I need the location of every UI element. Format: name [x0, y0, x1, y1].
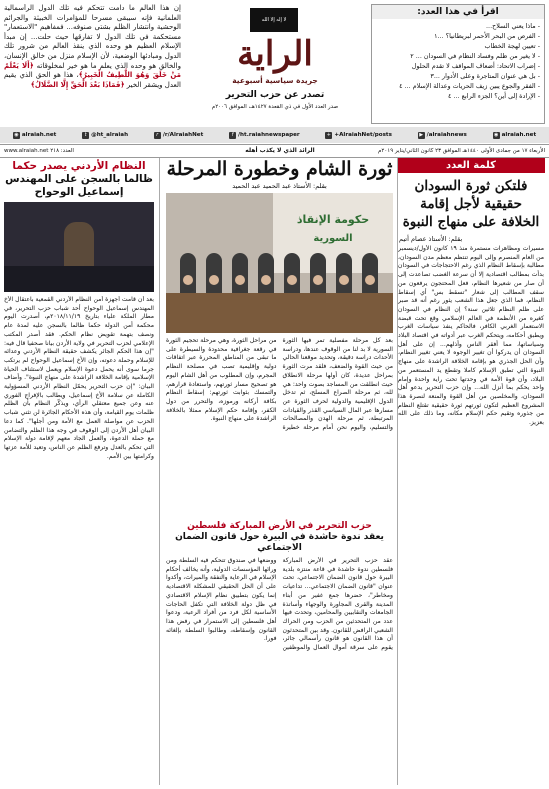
column-divider	[159, 158, 160, 785]
social-link[interactable]: ◉ alraiah.net	[14, 131, 57, 138]
social-link[interactable]: f /ht.raiahnewspaper	[229, 132, 300, 139]
banner-text: السورية	[313, 233, 353, 244]
person-head	[287, 275, 297, 285]
audience	[4, 266, 154, 292]
social-links-bar	[0, 127, 549, 143]
quran-verse: ﴿فَمَاذَا بَعْدَ الْحَقِّ إِلَّا الضَّلَالُ﴾	[30, 80, 125, 89]
side-article-body: بعد أن قامت أجهزة أمن النظام الأردني القمعية باعتقال الأخ المهندس إسماعيل الوحواح أحد شباب حزب التحرير، في مطار الملكة علياء بتاريخ ٢٠١٨/١١/١٩م، أصدرت اليوم محكمة أمن الدولة حكما ظالما بالسجن عليه لمدة عام ونصف بتهمة تقويض نظام الحكم. فقد أصدر المكتب الإعلامي لحزب التحرير في ولاية الأردن بيانا صحفيا قال فيه: "إن هذا الحكم الجائر يكشف حقيقة النظام الأردني وعدائه للإسلام وحملة دعوته، وإن الأخ إسماعيل الوحواح لم يرتكب جرما سوى أنه يحمل دعوة الإسلام ويعمل لاستئناف الحياة الإسلامية بإقامة الخلافة الراشدة على منهاج النبوة". وأضاف البيان: "إن حزب التحرير يحمّل النظام الأردني المسؤولية الكاملة عن سلامة الأخ إسماعيل، ويطالب بالإفراج الفوري عنه وعن جميع معتقلي الرأي، ويذكّر النظام بأن الظلم ظلمات يوم القيامة، وأن هذه الأحكام الجائرة لن تثني شباب الحزب عن مواصلة العمل مع الأمة ومن أجلها". كما دعا البيان أهل الأردن إلى الوقوف في وجه هذا الظلم والتضامن مع حملة الدعوة، والعمل الجاد معهم لإقامة دولة الإسلام التي تحكم بالعدل وترفع الظلم عن الناس، وتعيد للأمة عزتها وكرامتها بين الأمم.	[4, 296, 154, 460]
person-figure	[180, 253, 196, 293]
article-author: بقلم: الأستاذ عصام أتيم	[399, 235, 463, 243]
table-of-contents	[371, 4, 545, 124]
person-head	[183, 275, 193, 285]
sub-article-subtitle[interactable]: يعقد ندوة حاشدة في البيرة حول قانون الضمان الاجتماعي	[175, 532, 384, 553]
person-head	[235, 275, 245, 285]
plus-icon: +	[326, 131, 331, 138]
facebook-icon: f	[229, 132, 236, 139]
person-figure	[310, 253, 326, 293]
list-item[interactable]: - لا يغير من ظلم وفساد النظام في السودان ... ٢	[376, 51, 540, 61]
social-link[interactable]: + +AlraiahNet/posts	[326, 131, 392, 138]
social-link[interactable]: ◉ alraiah.net	[493, 131, 537, 138]
quote-text: ، هذا هو الحق الذي يقيم العدل ويشقر الخير	[4, 71, 181, 89]
article-body: مسيرات ومظاهرات مستمرة منذ ١٩ كانون الأول/ديسمبر من العام المنصرم وإلى اليوم تنتظم معظم مدن السودان، مطالبة بإسقاط النظام الذي رغم الاحتجاجات في السودان بدأت بمطالب اقتصادية إلا أن سرعة الغضب تصاعدت إلى أن صار من شعيرها النظام، فعل المحتجون يرفعون من سقف المطالب إلى شعار "تسقط بس" أي إسقاط النظام، فما الذي جعل هذا الشعب يثور رغم أنه قد صبر على ظلم النظام ثلاثين سنة؟ إن النظام في السودان كغيره من الأنظمة في العالم الإسلامي وقع تحت قبضة الاستعمار الغربي الكافر، فالحاكم ينفذ سياسات الغرب ويطبق أحكامه، ويتحكم الغرب عبر أدواته في اقتصاد البلاد وسياساتها، مما أفقر الناس وأذلهم... إن على أهل السودان أن يدركوا أن تغيير الوجوه لا يعني تغيير النظام، وأن الحل الجذري هو بإقامة الخلافة الراشدة على منهاج النبوة التي تطبق الإسلام كاملا وتقطع يد المستعمر من البلاد، وأن قوة الأمة في وحدتها تحت راية واحدة وإمام واحد يحكم بما أنزل الله... وإن حزب التحرير يدعو أهل السودان، والمخلصين من أهل القوة والمنعة لنصرة هذا المشروع العظيم لتكون ثورتهم ثورة حقيقية تقتلع النظام من جذوره وتقيم حكم الإسلام مكانه، وما ذلك على الله بعزيز.	[398, 245, 544, 427]
column-divider	[397, 158, 398, 785]
conference-table	[166, 293, 393, 333]
youtube-icon: ▶	[419, 131, 424, 138]
banner-text: حكومة الإنقاذ	[296, 213, 370, 226]
person-figure	[232, 253, 248, 293]
list-item[interactable]: - بل هي عنوان المتاجرة وعلى الأدوار ...٣	[376, 71, 540, 81]
main-article	[166, 158, 393, 785]
person-figure	[362, 253, 378, 293]
person-head	[339, 275, 349, 285]
list-item[interactable]: - إضراب الاتحاد: أضعاف المواقف لا تقدم الحلول	[376, 61, 540, 71]
editorial-quote	[4, 4, 181, 122]
issue-date: الأربعاء ١٧ من جمادى الأولى ١٤٤٠هـ الموافق ٢٣ كانون الثاني/يناير ٢٠١٩م	[377, 148, 545, 154]
person-figure	[284, 253, 300, 293]
main-article-author: بقلم: الأستاذ عبد الحميد عبد الحميد	[232, 182, 327, 190]
slogan: الرائد الذي لا يكذب أهله	[245, 147, 315, 154]
list-item[interactable]: - تعيين لهجة الخطاب	[376, 41, 540, 51]
person-head	[261, 275, 271, 285]
list-item[interactable]: - ماذا يعني السلاح...	[376, 21, 540, 31]
web-icon: ◉	[493, 131, 499, 138]
web-icon: ◉	[14, 131, 19, 138]
sub-article-body: عقد حزب التحرير في الأرض المباركة فلسطين ندوة حاشدة في قاعة منتزه بلدية البيرة حول قانون الضمان الاجتماعي، تحت عنوان "قانون الضمان الاجتماعي... تداعيات ومخاطر"، حضرها جمع غفير من أبناء المدينة والقرى المجاورة والوجهاء وأساتذة الجامعات والنقابيين والمحامين، وتحدث فيها عدد من المتحدثين من الحزب ومن الحراك الشعبي الرافض للقانون. وقد بين المتحدثون أن هذا القانون هو قانون رأسمالي جائر، يقوم على سرقة أموال العمال والموظفين ووضعها في صندوق تتحكم فيه السلطة ومن ورائها المؤسسات الدولية، وأنه يخالف أحكام الإسلام في الرعاية والنفقة والميراث، وأكدوا على أن الحل الحقيقي للمشكلة الاقتصادية إنما يكون بتطبيق نظام الإسلام الاقتصادي في ظل دولة الخلافة التي تكفل الحاجات الأساسية لكل فرد من أفراد الرعية، ودعوا أهل فلسطين إلى الاستمرار في رفض هذا القانون وإسقاطه، وطالبوا السلطة بإلغائه فورا.	[166, 557, 393, 652]
editorial-column	[397, 158, 545, 785]
masthead-subtitle: جريدة سياسية أسبوعية	[232, 76, 318, 85]
toc-list	[372, 19, 544, 101]
list-item[interactable]: - الفقر والجوع يبين زيف الحريات وعدالة الإسلام ... ٤	[376, 81, 540, 91]
person-figure	[206, 253, 222, 293]
person-head	[313, 275, 323, 285]
twitter-icon: t	[82, 132, 89, 139]
main-article-title[interactable]: ثورة الشام وخطورة المرحلة	[166, 158, 393, 180]
toc-title: اقرأ في هذا العدد:	[372, 5, 544, 19]
person-head	[365, 275, 375, 285]
sub-article-title[interactable]: حزب التحرير في الأرض المباركة فلسطين	[187, 521, 372, 531]
section-title: كلمة العدد	[397, 158, 545, 173]
person-figure	[258, 253, 274, 293]
publisher-line: تصدر عن حزب التحرير	[225, 90, 325, 100]
social-link[interactable]: r /r/AlraiahNet	[154, 132, 203, 139]
quote-text: إن هذا العالم ما دامت تتحكم فيه تلك الدول الرأسمالية العلمانية فإنه سيبقى مسرحا للمؤامرات الخبيثة والجرائم الوحشية وانتشار الظلم بشتى صنوفه... فمفاهيم "الاستعمار" مستحكمة في تلك الدول لا تفارقها حيث حلت... إن مبدأ الإسلام العظيم هو وحده الذي ينقذ العالم من شرور تلك الدول ومبادئها الوضعية، لأن الإسلام منزل من خالق الإنسان، والخالق هو وحده الذي يعلم ما هو خير لمخلوقاته	[4, 4, 181, 70]
logo	[188, 4, 362, 122]
article-title[interactable]: فلتكن ثورة السودان حقيقية لأجل إقامة الخلافة على منهاج النبوة	[402, 178, 540, 230]
masthead: الراية	[237, 34, 313, 74]
side-article-title[interactable]: النظام الأردني يصدر حكما	[12, 160, 146, 172]
quran-verse: ﴿أَلَا يَعْلَمُ مَنْ خَلَقَ وَهُوَ اللَّطِيفُ الْخَبِيرُ﴾	[4, 61, 181, 80]
header	[0, 0, 549, 126]
side-article	[4, 158, 154, 785]
main-article-body: بعد كل مرحلة مفصلية تمر فيها الثورة السورية لا بد لنا من الوقوف عندها، ودراسة الأحداث دراسة دقيقة، وتحديد موقعنا الحالي من حيث القوة والضعف، فلقد مرت الثورة بمراحل عديدة، كان أولها مرحلة الانطلاق حيث انطلقت من المساجد بصوت واحد: هي لله، ثم مرحلة الصراع المسلح، ثم تدخل الدول الإقليمية والدولية لحرف الثورة عن مسارها عبر المال السياسي القذر والقيادات المرتبطة، ثم مرحلة الهدن والمصالحات والتسليم، واليوم نحن أمام مرحلة خطيرة من مراحل الثورة، وهي مرحلة تحجيم الثورة في رقعة جغرافية محدودة والسيطرة على ما تبقى من المناطق المحررة عبر اتفاقات دولية وإقليمية تصب في مصلحة النظام المجرم، وإن المطلوب من أهل الشام اليوم هو تصحيح مسار ثورتهم، واستعادة قرارهم، والتمسك بثوابت ثورتهم: إسقاط النظام بكافة أركانه ورموزه، والتحرر من دول الكفر، وإقامة حكم الإسلام ممثلا بالخلافة الراشدة على منهاج النبوة.	[166, 337, 393, 432]
flag-icon: لا إله إلا الله	[250, 8, 298, 32]
side-article-photo	[4, 202, 154, 292]
issue-number: www.alraiah.net العدد: ٢١٨	[4, 148, 74, 154]
issue-bar	[0, 144, 549, 158]
social-link[interactable]: ▶ /alraiahnews	[419, 131, 467, 138]
reddit-icon: r	[154, 132, 161, 139]
first-issue-line: صدر العدد الأول في ذي القعدة ١٤٢٧هـ، الموافق ٢٠٠٦م	[211, 104, 339, 110]
person-figure	[336, 253, 352, 293]
article-photo	[166, 193, 393, 333]
list-item[interactable]: - الإرادة إلى أين؟ الجزء الرابع ... ٤	[376, 91, 540, 101]
list-item[interactable]: - الفرص من البحر الأحمر لبريطانيا؟ ...١	[376, 31, 540, 41]
person-head	[209, 275, 219, 285]
social-link[interactable]: t @ht_alraiah	[82, 132, 128, 139]
side-article-subtitle[interactable]: ظالما بالسجن على المهندس إسماعيل الوحواح	[5, 173, 153, 198]
